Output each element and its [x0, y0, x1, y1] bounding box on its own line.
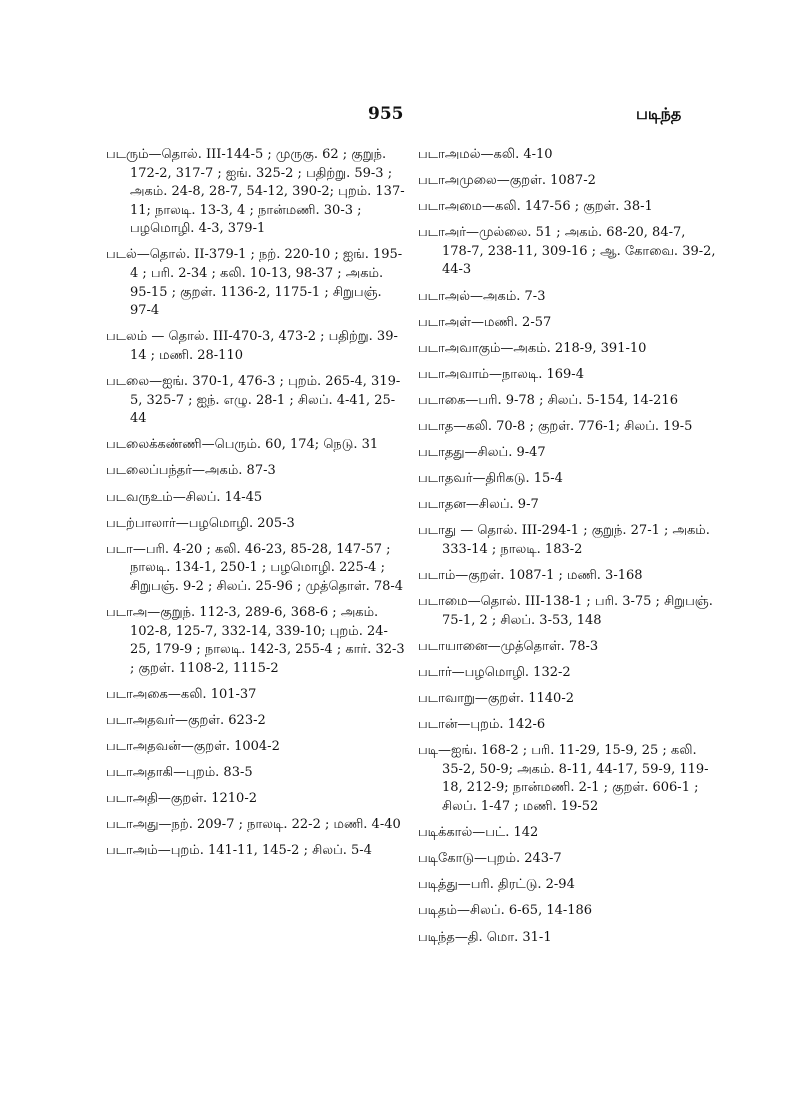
index-entry: படலம் — தொல். III-470-3, 473-2 ; பதிற்று. 39-14 ; மணி. 28-110 [106, 329, 398, 363]
index-entry: படாஅவாகும்—அகம். 218-9, 391-10 [418, 340, 647, 356]
index-entry: படலைக்கண்ணி—பெரும். 60, 174; நெடு. 31 [106, 437, 379, 453]
index-entry: படாஅமல்—கலி. 4-10 [418, 147, 553, 162]
index-entry: படாகை—பரி. 9-78 ; சிலப். 5-154, 14-216 [418, 392, 678, 408]
index-entry: படாயானை—முத்தொள். 78-3 [418, 638, 599, 654]
index-entry: படாஅர்—முல்லை. 51 ; அகம். 68-20, 84-7, 178-7, 238-11, 309-16 ; ஆ. கோவை. 39-2, 44-3 [418, 225, 716, 278]
index-entry: படான்—புறம். 142-6 [418, 717, 546, 733]
index-entry: படாஅல்—அகம். 7-3 [418, 288, 546, 304]
index-entry: படாஅமை—கலி. 147-56 ; குறள். 38-1 [418, 199, 653, 215]
index-entry: படாஅள்—மணி. 2-57 [418, 314, 552, 330]
index-entry: படிந்த—தி. மொ. 31-1 [418, 929, 552, 945]
index-entry: படிக்கால்—பட். 142 [418, 825, 539, 841]
index-entry: படவருஉம்—சிலப். 14-45 [106, 489, 263, 505]
index-entry: படாது — தொல். III-294-1 ; குறுந். 27-1 ; அகம். 333-14 ; நாலடி. 183-2 [418, 523, 710, 557]
index-entry: படிதம்—சிலப். 6-65, 14-186 [418, 903, 593, 919]
index-entry: படற்பாலார்—பழமொழி. 205-3 [106, 515, 295, 531]
guide-word: படிந்த [636, 104, 682, 123]
right-column [418, 146, 718, 955]
index-entry: படாஅ—குறுந். 112-3, 289-6, 368-6 ; அகம். 102-8, 125-7, 332-14, 339-10; புறம். 24-25, 179-9 ; நாலடி. 142-3, 255-4 ; கார். 32-3 ; குறள். 1108-2, 1115-2 [106, 604, 405, 676]
index-entry: படாவாறு—குறள். 1140-2 [418, 691, 574, 707]
index-entry: படல்—தொல். II-379-1 ; நற். 220-10 ; ஐங். 195-4 ; பரி. 2-34 ; கலி. 10-13, 98-37 ; அகம். 95-15 ; குறள். 1136-2, 1175-1 ; சிறுபஞ். 97-4 [106, 247, 403, 319]
index-entry: படா—பரி. 4-20 ; கலி. 46-23, 85-28, 147-57 ; நாலடி. 134-1, 250-1 ; பழமொழி. 225-4 ; சிறுபஞ். 9-2 ; சிலப். 25-96 ; முத்தொள். 78-4 [106, 541, 404, 594]
index-entry: படாம்—குறள். 1087-1 ; மணி. 3-168 [418, 568, 643, 584]
left-column [106, 146, 406, 869]
index-entry: படாத—கலி. 70-8 ; குறள். 776-1; சிலப். 19-5 [418, 419, 693, 435]
index-entry: படித்து—பரி. திரட்டு. 2-94 [418, 877, 575, 893]
index-entry: படாஅதவர்—குறள். 623-2 [106, 712, 266, 728]
index-entry: படிகோடு—புறம். 243-7 [418, 851, 562, 867]
index-entry: படார்—பழமொழி. 132-2 [418, 664, 571, 680]
index-entry: படாஅதவன்—குறள். 1004-2 [106, 739, 280, 755]
index-entry: படாதவர்—திரிகடு. 15-4 [418, 471, 563, 487]
index-entry: படாஅம்—புறம். 141-11, 145-2 ; சிலப். 5-4 [106, 843, 372, 859]
index-entry: படாமை—தொல். III-138-1 ; பரி. 3-75 ; சிறுபஞ். 75-1, 2 ; சிலப். 3-53, 148 [418, 594, 713, 628]
index-entry: படாஅகை—கலி. 101-37 [106, 686, 257, 702]
index-entry: படாதன—சிலப். 9-7 [418, 497, 539, 513]
index-entry: படாதது—சிலப். 9-47 [418, 445, 546, 461]
index-entry: படரும்—தொல். III-144-5 ; முருகு. 62 ; குறுந். 172-2, 317-7 ; ஐங். 325-2 ; பதிற்று. 59-3 ; அகம். 24-8, 28-7, 54-12, 390-2; புறம். 137-11; நாலடி. 13-3, 4 ; நான்மணி. 30-3 ; பழமொழி. 4-3, 379-1 [106, 147, 405, 237]
index-entry: படலை—ஐங். 370-1, 476-3 ; புறம். 265-4, 319-5, 325-7 ; ஐந். எழு. 28-1 ; சிலப். 4-41, 25-44 [106, 374, 401, 427]
index-entry: படாஅதாகி—புறம். 83-5 [106, 765, 253, 781]
index-entry: படி—ஐங். 168-2 ; பரி. 11-29, 15-9, 25 ; கலி. 35-2, 50-9; அகம். 8-11, 44-17, 59-9, 119-18, 212-9; நான்மணி. 2-1 ; குறள். 606-1 ; சிலப். 1-47 ; மணி. 19-52 [418, 743, 709, 815]
index-entry: படாஅவாம்—நாலடி. 169-4 [418, 366, 584, 382]
index-entry: படாஅமுலை—குறள். 1087-2 [418, 173, 596, 189]
index-entry: படாஅது—நற். 209-7 ; நாலடி. 22-2 ; மணி. 4-40 [106, 817, 401, 833]
index-entry: படலைப்பந்தர்—அகம். 87-3 [106, 463, 276, 479]
page-number: 955 [368, 104, 404, 124]
index-entry: படாஅதி—குறள். 1210-2 [106, 791, 257, 807]
